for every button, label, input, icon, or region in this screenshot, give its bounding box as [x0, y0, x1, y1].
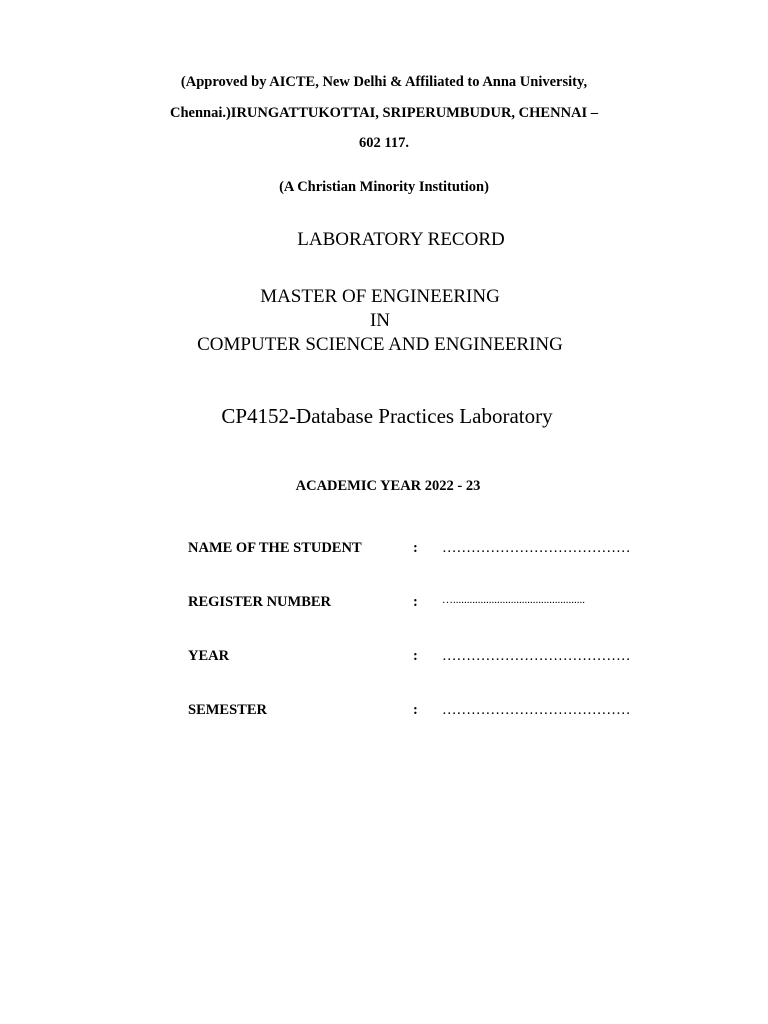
- minority-institution-note: (A Christian Minority Institution): [279, 179, 489, 195]
- semester-label: SEMESTER: [188, 702, 267, 718]
- semester-blank[interactable]: …………………………………: [442, 702, 631, 718]
- student-name-label: NAME OF THE STUDENT: [188, 540, 362, 556]
- register-number-colon: :: [413, 594, 418, 610]
- year-label: YEAR: [188, 648, 230, 664]
- affiliation-line-3: 602 117.: [359, 135, 409, 151]
- affiliation-line-2: Chennai.)IRUNGATTUKOTTAI, SRIPERUMBUDUR, CHENNAI –: [169, 105, 599, 121]
- degree-line-3: COMPUTER SCIENCE AND ENGINEERING: [197, 334, 563, 355]
- student-name-blank[interactable]: …………………………………: [442, 540, 631, 556]
- student-name-colon: :: [413, 540, 418, 556]
- year-blank[interactable]: …………………………………: [442, 648, 631, 664]
- semester-row: [0, 702, 768, 722]
- record-title: LABORATORY RECORD: [297, 229, 505, 250]
- register-number-label: REGISTER NUMBER: [188, 594, 332, 610]
- register-number-row: [0, 594, 768, 614]
- degree-line-2: IN: [369, 310, 391, 331]
- year-colon: :: [413, 648, 418, 664]
- academic-year: ACADEMIC YEAR 2022 - 23: [295, 478, 481, 494]
- affiliation-line-1: (Approved by AICTE, New Delhi & Affiliated to Anna University,: [180, 74, 588, 90]
- student-name-row: [0, 540, 768, 560]
- course-title: CP4152-Database Practices Laboratory: [221, 404, 553, 428]
- semester-colon: :: [413, 702, 418, 718]
- degree-line-1: MASTER OF ENGINEERING: [260, 286, 500, 307]
- year-row: [0, 648, 768, 668]
- register-number-blank[interactable]: …................................................: [442, 594, 585, 606]
